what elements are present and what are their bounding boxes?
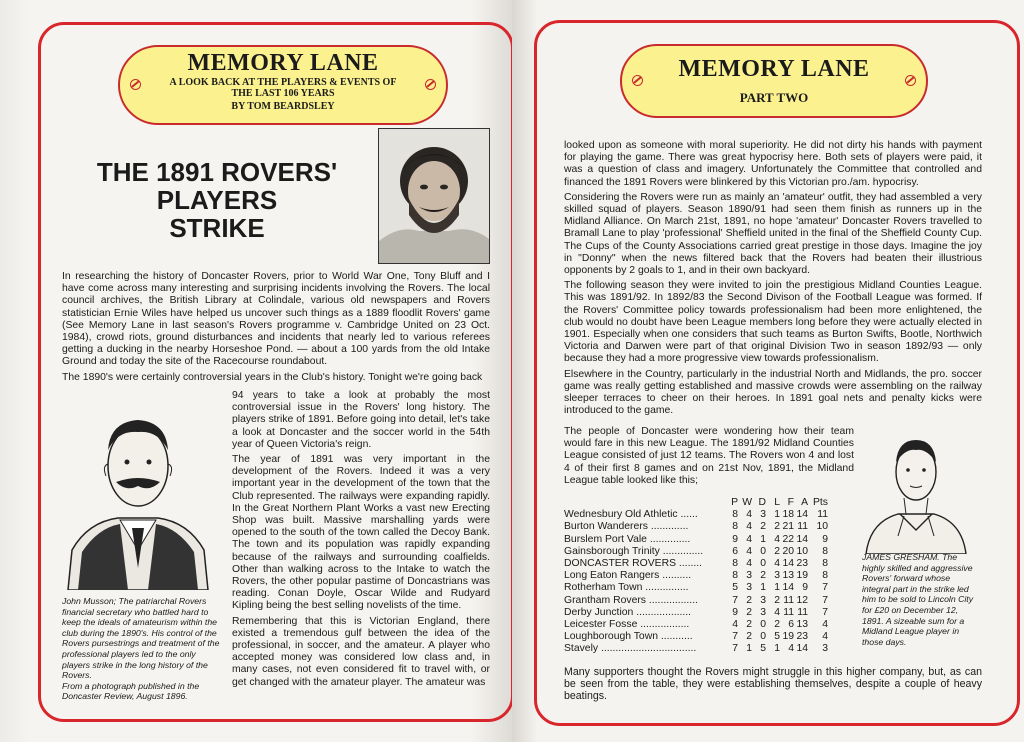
table-cell: 3 [760,594,766,606]
column-paragraph: The year of 1891 was very important in the development of the Rovers. Indeed it was a very important year in the development of the town that the Club represented. The railways were expanding rapidly. In the Great Northern Plant Works a vast new Erecting Shop was built. Massive marshalling yards were opened to the south of the town called the Decoy Bank. The town and its population was rapidly expanding because of the railways and surrounding coalfields. Other than walking across to the Intake to watch the Rovers, the other popular pastime of Doncastrians was reading. Conan Doyle, Oscar Wilde and Rudyard Kipling being the best selling novelists of the time. [232,454,490,612]
table-cell: 1 [774,582,780,594]
table-cell: 9 [732,606,738,618]
column-paragraph: 94 years to take a look at probably the most controversial issue in the Rovers' long history. The players strike of 1891. Before going into detail, let's take a look at Doncaster and the soccer world in the 54th year of Queen Victoria's reign. [232,390,490,450]
table-cell: 2 [760,521,766,533]
table-cell: 5 [774,631,780,643]
table-cell: 1 [774,509,780,521]
table-cell: 2 [746,619,752,631]
team-name: DONCASTER ROVERS ........ [564,558,703,570]
league-table-row [564,521,828,533]
left-header-plaque [118,45,448,125]
screw-icon [905,75,916,86]
table-cell: 4 [746,545,752,557]
table-cell: 23 [796,631,808,643]
col-header: F [787,497,794,508]
table-cell: 7 [822,606,828,618]
table-cell: 5 [732,582,738,594]
league-table-row [564,558,828,570]
league-table [564,497,828,656]
team-name: Burton Wanderers ............. [564,521,689,533]
table-cell: 11 [783,606,794,618]
article-headline [62,158,372,242]
table-cell: 14 [782,558,794,570]
intro-paragraph: The 1890's were certainly controversial years in the Club's history. Tonight we're going back [62,371,483,383]
table-cell: 14 [796,509,808,521]
gresham-caption: JAMES GRESHAM. The highly skilled and aggressive Rovers' forward whose integral part in the strike led him to be sold to Lincoln City for £20 on December 12, 1891. A sizeable sum for a Midland League player in those days. [862,552,974,647]
james-gresham-illustration [860,426,972,554]
table-cell: 0 [760,545,766,557]
col-header: P [731,497,738,508]
table-cell: 2 [760,570,766,582]
author-photo-image [379,129,489,263]
table-cell: 10 [816,521,828,533]
team-name: Grantham Rovers ................. [564,594,698,606]
col-header: L [774,497,780,508]
table-cell: 14 [782,582,794,594]
table-cell: 5 [760,643,766,655]
table-cell: 0 [760,631,766,643]
table-cell: 4 [774,558,780,570]
right-paragraph: The people of Doncaster were wondering how their team would fare in this new League. The 1891/92 Midland Counties League consisted of just 12 teams. The Rovers won 4 and lost 4 of their first 8 games and on 21st Nov, 1891, the Midland League table looked like this; [564,426,854,486]
table-cell: 7 [732,594,738,606]
table-cell: 10 [796,545,808,557]
table-cell: 7 [822,594,828,606]
caption-source: From a photograph published in the Doncaster Review, August 1896. [62,680,200,702]
table-cell: 3 [760,509,766,521]
col-header: A [801,497,808,508]
table-cell: 4 [788,643,794,655]
table-cell: 2 [746,594,752,606]
right-header-subtitle: PART TWO [739,90,809,105]
table-cell: 4 [822,631,828,643]
table-cell: 18 [782,509,794,521]
headline-line: THE 1891 ROVERS' [96,157,338,187]
team-name: Rotherham Town ............... [564,582,689,594]
league-table-header [564,497,828,509]
team-name: Leicester Fosse ................. [564,619,690,631]
table-cell: 7 [822,582,828,594]
table-cell: 4 [774,533,780,545]
team-name: Derby Junction ................... [564,606,692,618]
table-cell: 0 [760,619,766,631]
team-name: Long Eaton Rangers .......... [564,570,692,582]
table-cell: 1 [746,643,752,655]
table-cell: 6 [732,545,738,557]
screw-icon [632,75,643,86]
team-name: Gainsborough Trinity .............. [564,545,704,557]
john-musson-illustration [58,400,218,590]
table-cell: 4 [746,558,752,570]
table-cell: 13 [796,619,808,631]
right-paragraph: The following season they were invited to join the prestigious Midland Counties League. This was 1891/92. In 1892/83 the Second Divison of the Football League was formed. If the Rovers' Committee policy towards professionalism had been more enlightened, the club would no doubt have been League members long before they were actually elected in 1901. Especially when one considers that such teams as Burton Swifts, Bootle, Northwich Victoria and Darwen were part of that original Division Two in season 1892/93 — only because they had a more progressive view towards professionalism. [564,280,982,365]
table-cell: 4 [732,619,738,631]
left-header-title: MEMORY LANE [187,50,379,76]
league-table-row [564,607,828,619]
right-article-text [564,140,982,420]
league-table-row [564,631,828,643]
table-cell: 8 [732,558,738,570]
table-cell: 1 [760,533,766,545]
table-cell: 1 [774,643,780,655]
table-cell: 11 [797,521,808,533]
league-table-row [564,595,828,607]
table-cell: 19 [782,631,794,643]
table-cell: 6 [788,619,794,631]
table-cell: 2 [774,521,780,533]
table-cell: 7 [732,643,738,655]
league-table-row [564,509,828,521]
article-column [232,390,490,692]
table-cell: 11 [817,509,828,521]
table-cell: 8 [822,570,828,582]
article-intro [62,271,490,387]
league-table-row [564,643,828,655]
column-paragraph: Remembering that this is Victorian England, there existed a tremendous gulf between the idea of the professional, in soccer, and the amateur. A player who accepted money was considered low class and, in many cases, not even considered fit to travel with, or get changed with the amateur player. The amateur was [232,615,490,688]
table-cell: 2 [774,545,780,557]
table-cell: 3 [746,570,752,582]
league-table-row [564,534,828,546]
caption-text: John Musson; The patriarchal Rovers financial secretary who battled hard to keep the ideals of amateurism within the club during the 1890's. His control of the Rovers pursestrings and treatment of the professional players led to the only players strike in the long history of the Rovers. [62,596,220,681]
team-name: Stavely ................................. [564,643,697,655]
intro-paragraph: In researching the history of Doncaster Rovers, prior to World War One, Tony Bluff and I have come across many interesting and surprising incidents involving the Rovers. The local council archives, the British Library at Colindale, various old newspapers and Rovers statistician Ernie Wiles have helped us uncover such things as a 1889 floodlit Rovers' game (See Memory Lane in last season's Rovers programme v. Cambridge United on 23 Oct. 1984), crowd riots, ground disturbances and incidents that nearly led to various referees getting a ducking in the nearby Horseshoe Pond. — about a 100 yards from the old Intake Ground and today the site of the Racecourse roundabout. [62,271,490,368]
table-cell: 4 [746,509,752,521]
table-cell: 21 [782,521,794,533]
table-cell: 23 [796,558,808,570]
league-table-row [564,619,828,631]
table-cell: 3 [822,643,828,655]
screw-icon [130,79,141,90]
team-name: Loughborough Town ........... [564,631,693,643]
table-cell: 13 [782,570,794,582]
table-cell: 2 [746,606,752,618]
table-cell: 0 [760,558,766,570]
table-cell: 9 [732,533,738,545]
author-photo [378,128,490,264]
table-cell: 14 [796,643,808,655]
table-cell: 19 [796,570,808,582]
table-cell: 1 [760,582,766,594]
right-paragraph: Elsewhere in the Country, particularly in the industrial North and Midlands, the pro. soccer game was really getting established and massive crowds were assembling on the railway sleeper terraces to cheer on their heroes. In 1891 goal nets and penalty kicks were introduced to the game. [564,368,982,417]
table-cell: 14 [796,533,808,545]
league-table-row [564,546,828,558]
table-cell: 3 [774,570,780,582]
table-cell: 11 [783,594,794,606]
league-table-row [564,570,828,582]
right-paragraph: looked upon as someone with moral superiority. He did not dirty his hands with payment for playing the game. There was great hypocrisy here. Both sets of players were paid, it was a question of class and imagery. Unfortunately the Committee that controlled and financed the 1891 Rovers were blinkered by this Victorian pro./am. hypocrisy. [564,140,982,188]
table-cell: 8 [732,509,738,521]
table-cell: 9 [802,582,808,594]
table-cell: 8 [822,545,828,557]
table-cell: 20 [782,545,794,557]
table-cell: 2 [774,619,780,631]
headline-line: STRIKE [169,213,265,243]
right-header-title: MEMORY LANE [678,56,870,82]
team-name: Burslem Port Vale .............. [564,533,691,545]
headline-line: PLAYERS [156,185,278,215]
table-cell: 4 [774,606,780,618]
team-name: Wednesbury Old Athletic ...... [564,509,698,521]
table-cell: 7 [732,631,738,643]
john-musson-portrait [58,400,218,590]
table-cell: 12 [796,594,808,606]
table-cell: 3 [746,582,752,594]
table-cell: 8 [732,521,738,533]
table-cell: 4 [746,521,752,533]
table-cell: 8 [732,570,738,582]
table-cell: 2 [746,631,752,643]
col-header: Pts [812,497,828,508]
right-article-text-narrow [564,426,854,490]
table-cell: 8 [822,558,828,570]
table-cell: 3 [760,606,766,618]
right-paragraph: Considering the Rovers were run as mainly an 'amateur' outfit, they had assembled a very skilled squad of players. Season 1890/91 had seen them finish as runners up in the Midland Alliance. On March 21st, 1891, no hope 'amateur' Doncaster Rovers travelled to Bramall Lane to play 'professional' Sheffield united in the final of the Sheffield County Cup. The Cups of the County Associations carried great prestige in those days. Imagine the joy in "Donny" when the news filtered back that the Rovers had beaten their illustrious opponents by 2 goals to 1, and in their own backyard. [564,191,982,277]
league-table-row [564,582,828,594]
right-header-plaque [620,44,928,118]
table-cell: 2 [774,594,780,606]
left-header-subtitle: A LOOK BACK AT THE PLAYERS & EVENTS OF THE LAST 106 YEARS [169,77,397,99]
right-closing-paragraph: Many supporters thought the Rovers might struggle in this higher company, but, as can be seen from the table, they were establishing themselves, despite a couple of heavy beatings. [564,666,982,703]
table-cell: 4 [746,533,752,545]
table-cell: 9 [822,533,828,545]
col-header: W [742,497,752,508]
table-cell: 11 [797,606,808,618]
left-header-byline: BY TOM BEARDSLEY [231,101,335,112]
musson-caption [62,596,222,702]
screw-icon [425,79,436,90]
james-gresham-portrait [860,426,972,554]
col-header: D [758,497,766,508]
table-cell: 4 [822,619,828,631]
table-cell: 22 [782,533,794,545]
